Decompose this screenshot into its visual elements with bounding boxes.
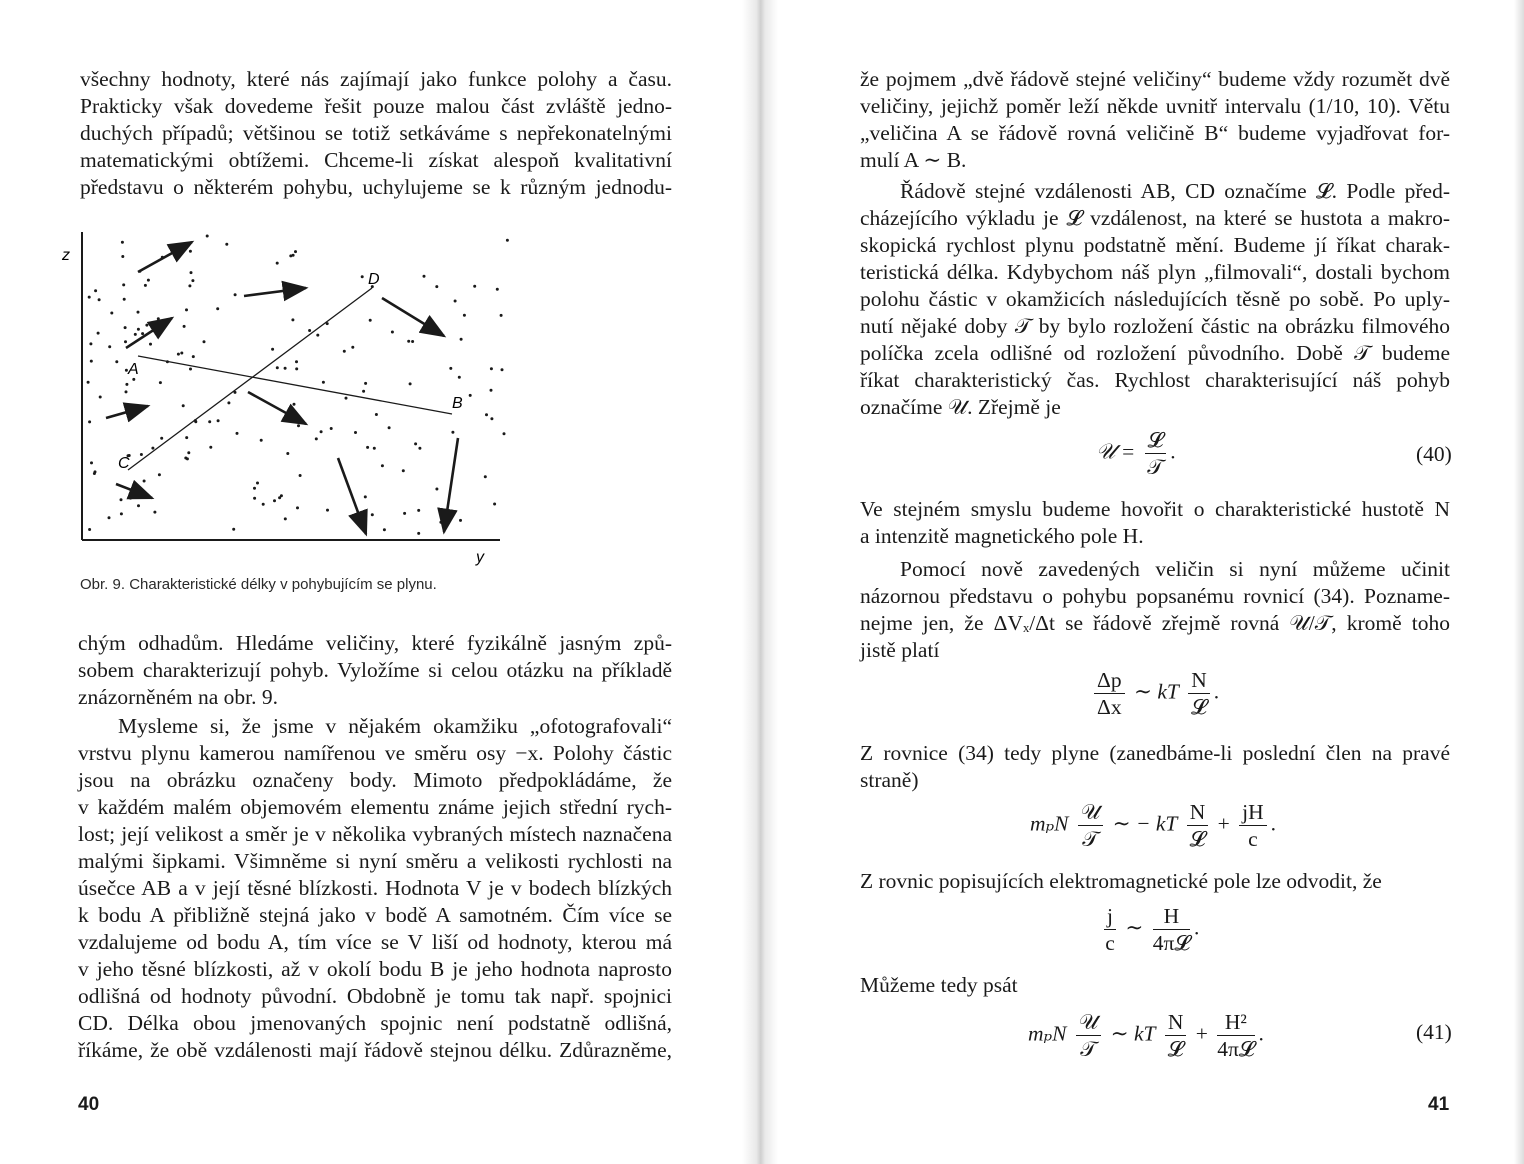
particle-dot	[253, 497, 256, 500]
particle-dot	[271, 348, 274, 351]
particle-dot	[225, 243, 228, 246]
particle-dot	[206, 235, 209, 238]
particle-dot	[209, 446, 212, 449]
page-number: 40	[78, 1094, 100, 1115]
particle-dot	[280, 494, 283, 497]
particle-dot	[490, 389, 493, 392]
particle-dot	[120, 498, 123, 501]
equation-number: (40)	[1416, 442, 1452, 466]
particle-dot	[217, 419, 220, 422]
particle-dot	[141, 332, 144, 335]
particle-dot	[192, 355, 195, 358]
particle-dot	[320, 430, 323, 433]
text-line: veličiny, jejichž poměr leží někde uvnitř intervalu (1/10, 10). Větu	[860, 94, 1450, 118]
text-line: matematickými obtížemi. Chceme-li získat alespoň kvalitativní	[80, 148, 672, 172]
particle-dot	[216, 307, 219, 310]
particle-dot	[157, 317, 160, 320]
particle-dot	[366, 446, 369, 449]
particle-dot	[284, 367, 287, 370]
particle-dot	[411, 340, 414, 343]
particle-dot	[121, 255, 124, 258]
text-line: úsečce AB a v její těsné blízkosti. Hodnota V je v bodech blízkých	[78, 876, 672, 900]
particle-dot	[273, 499, 276, 502]
left-paragraph-mid	[78, 630, 672, 711]
particle-dot	[295, 360, 298, 363]
particle-dot	[97, 332, 100, 335]
text-line: duchých případů; většinou se totiž setkáváme s nepřekonatelnými	[80, 121, 672, 145]
particle-dot	[383, 528, 386, 531]
particle-dot	[236, 432, 239, 435]
text-line: říkáme, že obě vzdálenosti mají řádově stejnou délku. Zdůrazněme,	[78, 1038, 672, 1062]
particle-dot	[364, 382, 367, 385]
particle-dot	[402, 469, 405, 472]
particle-dot	[140, 453, 143, 456]
text-line: představu o některém pohybu, uchylujeme se k různým jednodu-	[80, 175, 672, 199]
particle-dot	[354, 431, 357, 434]
particle-dot	[284, 517, 287, 520]
particle-dot	[151, 447, 154, 450]
text-line: „veličina A se řádově rovná veličině B“ budeme vyjadřovat for-	[860, 121, 1450, 145]
text-line: vzdalujeme od bodu A, tím více se V liší od hodnoty, kterou má	[78, 930, 672, 954]
particle-dot	[375, 413, 378, 416]
particle-dot	[88, 420, 91, 423]
right-page	[778, 0, 1514, 1164]
particle-dot	[485, 413, 488, 416]
particle-dot	[132, 378, 135, 381]
particle-dot	[147, 279, 150, 282]
particle-dot	[407, 340, 410, 343]
particle-dot	[189, 250, 192, 253]
particle-dot	[203, 340, 206, 343]
particle-dot	[316, 334, 319, 337]
left-paragraph-bottom	[78, 713, 672, 1064]
velocity-arrow	[116, 484, 152, 498]
text-line: v jeho těsné blízkosti, až v okolí bodu B je jeho hodnota naprosto	[78, 957, 672, 981]
right-paragraph-7	[860, 972, 1450, 999]
particle-dot	[469, 394, 472, 397]
page-edge	[1514, 0, 1524, 1164]
particle-dot	[208, 420, 211, 423]
particle-dot	[439, 521, 442, 524]
velocity-arrow	[244, 288, 306, 296]
equation-number: (41)	[1416, 1020, 1452, 1044]
particle-dot	[90, 461, 93, 464]
particle-dot	[381, 464, 384, 467]
particle-dot	[417, 532, 420, 535]
particle-dot	[256, 482, 259, 485]
particle-dot	[326, 509, 329, 512]
equation-lhs: 𝒰 =	[1096, 439, 1136, 464]
particle-dot	[418, 447, 421, 450]
right-paragraph-5	[860, 740, 1450, 794]
right-paragraph-3	[860, 496, 1450, 550]
particle-dot	[295, 367, 298, 370]
text-line: teristická délka. Kdybychom náš plyn „filmovali“, dostali bychom	[860, 260, 1450, 284]
velocity-arrow	[444, 438, 458, 532]
text-line: Z rovnice (34) tedy plyne (zanedbáme-li poslední člen na pravé	[860, 741, 1450, 765]
equation-pressure: $\frac{\Delta p}{\Delta x}$ ∼ kT $\frac{N}{\text{𝓛}}$ .	[1090, 668, 1219, 719]
particle-dot	[322, 381, 325, 384]
particle-dot	[120, 512, 123, 515]
particle-dot	[137, 311, 140, 314]
equation-40: 𝒰 = $\frac{\text{𝓛}}{\text{𝒯}}$ .	[1096, 428, 1176, 479]
equation-momentum: mₚN $\frac{\text{𝒰}}{\text{𝒯}}$ ∼ − kT $\frac{N}{\text{𝓛}}$ + $\frac{jH}{c}$ .	[1030, 800, 1277, 851]
particle-dot	[315, 437, 318, 440]
particle-dot	[188, 284, 191, 287]
particle-dot	[158, 473, 161, 476]
point-d-label: D	[368, 271, 380, 288]
particle-dot	[308, 329, 311, 332]
particle-dot	[137, 504, 140, 507]
particle-dot	[137, 328, 140, 331]
particle-dot	[435, 488, 438, 491]
text-line: že pojmem „dvě řádově stejné veličiny“ budeme vždy rozumět dvě	[860, 67, 1450, 91]
particle-dot	[459, 519, 462, 522]
particle-dot	[185, 436, 188, 439]
right-paragraph-4	[860, 556, 1450, 664]
point-a-label: A	[128, 361, 139, 378]
particle-dot	[121, 241, 124, 244]
velocity-arrow	[126, 318, 172, 348]
particle-dot	[423, 275, 426, 278]
text-line: vrstvu plynu kamerou namířenou ve směru osy −x. Polohy částic	[78, 741, 672, 765]
equation-41: mₚN $\frac{\text{𝒰}}{\text{𝒯}}$ ∼ kT $\frac{N}{\text{𝓛}}$ + $\frac{\text{H²}}{\text{4π𝓛}}$ .	[1028, 1010, 1264, 1061]
page-number: 41	[1428, 1094, 1450, 1115]
text-line: Z rovnic popisujících elektromagnetické pole lze odvodit, že	[860, 869, 1382, 893]
particle-dot	[403, 512, 406, 515]
particle-dot	[260, 439, 263, 442]
particle-dot	[296, 506, 299, 509]
particle-dot	[90, 360, 93, 363]
particle-dot	[134, 333, 137, 336]
particle-dot	[159, 381, 162, 384]
particle-dot	[409, 382, 412, 385]
particle-dot	[144, 284, 147, 287]
fraction: $\frac{\text{𝓛}}{\text{𝒯}}$	[1145, 428, 1167, 479]
particle-dot	[435, 285, 438, 288]
particle-dot	[361, 275, 364, 278]
particle-dot	[297, 424, 300, 427]
text-line: sobem charakterizují pohyb. Vyložíme si celou otázku na příkladě	[78, 658, 672, 682]
particle-dot	[291, 318, 294, 321]
text-line: odlišná od hodnoty původní. Obdobně je tomu tak např. spojnici	[78, 984, 672, 1008]
particle-dot	[293, 403, 296, 406]
segment-cd	[128, 288, 372, 470]
particle-dot	[189, 368, 192, 371]
particle-dot	[149, 343, 152, 346]
particle-dot	[143, 480, 146, 483]
text-line: znázorněném na obr. 9.	[78, 685, 278, 709]
particle-dot	[122, 283, 125, 286]
particle-dot	[371, 513, 374, 516]
particle-dot	[484, 475, 487, 478]
text-line: v každém malém objemovém elementu známe jejich střední rych-	[78, 795, 672, 819]
particle-dot	[234, 293, 237, 296]
particle-dot	[108, 516, 111, 519]
particle-dot	[125, 383, 128, 386]
particle-dot	[115, 360, 118, 363]
book-gutter	[742, 0, 778, 1164]
particle-dot	[299, 474, 302, 477]
particle-dot	[451, 431, 454, 434]
particle-dot	[185, 308, 188, 311]
particle-dot	[183, 325, 186, 328]
text-line: Můžeme tedy psát	[860, 973, 1018, 997]
figure-characteristic-lengths	[60, 222, 520, 572]
particle-dot	[87, 381, 90, 384]
particle-dot	[125, 390, 128, 393]
right-paragraph-1	[860, 66, 1450, 174]
text-line: políčka zcela odlišné od rozložení původního. Době 𝒯 budeme	[860, 341, 1450, 365]
particle-dot	[289, 254, 292, 257]
particle-dot	[369, 319, 372, 322]
particle-dot	[187, 451, 190, 454]
particle-dot	[364, 495, 367, 498]
text-line: malými šipkami. Všimněme si nyní směru a velikosti rychlosti na	[78, 849, 672, 873]
particle-dot	[345, 397, 348, 400]
particle-dot	[503, 432, 506, 435]
particle-dot	[351, 346, 354, 349]
right-paragraph-2	[860, 178, 1450, 421]
text-line: Řádově stejné vzdálenosti AB, CD označíme 𝓛. Podle před-	[900, 179, 1450, 203]
z-axis-label: z	[62, 247, 70, 264]
text-line: a intenzitě magnetického pole H.	[860, 524, 1144, 548]
text-line: straně)	[860, 768, 919, 792]
particle-dot	[262, 503, 265, 506]
particle-dot	[294, 250, 297, 253]
particle-dot	[417, 509, 420, 512]
particle-dot	[493, 503, 496, 506]
text-line: nejme jen, že ΔVₓ/Δt se řádově zřejmě rovná 𝒰/𝒯, kromě toho	[860, 611, 1450, 635]
text-line: názornou představu o pohybu popsanému rovnicí (34). Pozname-	[860, 584, 1450, 608]
particle-dot	[500, 314, 503, 317]
particle-dot	[286, 452, 289, 455]
particle-dot	[373, 447, 376, 450]
text-line: Ve stejném smyslu budeme hovořit o charakteristické hustotě N	[860, 497, 1450, 521]
particle-dot	[276, 262, 279, 265]
particle-dot	[88, 528, 91, 531]
text-line: polohu částic v okamžicích následujících těsně po sobě. Po uply-	[860, 287, 1450, 311]
particle-dot	[276, 366, 279, 369]
particle-dot	[160, 437, 163, 440]
particle-dot	[490, 367, 493, 370]
velocity-arrow	[382, 298, 444, 336]
particle-dot	[490, 417, 493, 420]
particle-dot	[94, 289, 97, 292]
text-line: cházejícího výkladu je 𝓛 vzdálenost, na které se hustota a makro-	[860, 206, 1450, 230]
text-line: všechny hodnoty, které nás zajímají jako funkce polohy a času.	[80, 67, 672, 91]
particle-dot	[145, 324, 148, 327]
particle-dot	[449, 367, 452, 370]
particle-dot	[99, 396, 102, 399]
text-line: Pomocí nově zavedených veličin si nyní můžeme učinit	[900, 557, 1450, 581]
particle-dot	[110, 312, 113, 315]
particle-dot	[88, 296, 91, 299]
text-line: Mysleme si, že jsme v nějakém okamžiku „ofotografovali“	[118, 714, 672, 738]
particle-dot	[129, 497, 132, 500]
particle-dot	[93, 472, 96, 475]
particle-dot	[191, 279, 194, 282]
figure-caption: Obr. 9. Charakteristické délky v pohybujícím se plynu.	[80, 576, 437, 593]
particle-dot	[506, 239, 509, 242]
particle-dot	[123, 298, 126, 301]
text-line: jsou na obrázku označeny body. Mimoto předpokládáme, že	[78, 768, 672, 792]
particle-dot	[98, 298, 101, 301]
text-line: jistě platí	[860, 638, 940, 662]
point-b-label: B	[452, 395, 463, 412]
particle-dot	[460, 338, 463, 341]
right-paragraph-6	[860, 868, 1450, 895]
particle-dot	[463, 314, 466, 317]
left-page	[0, 0, 742, 1164]
particle-dot	[182, 404, 185, 407]
text-line: označíme 𝒰. Zřejmě je	[860, 395, 1061, 419]
particle-dot	[343, 350, 346, 353]
left-paragraph-top	[80, 66, 672, 201]
particle-dot	[388, 426, 391, 429]
particle-dot	[89, 342, 92, 345]
particle-dot	[458, 376, 461, 379]
text-line: lost; její velikost a směr je v několika vybraných místech naznačena	[78, 822, 672, 846]
particle-dot	[180, 352, 183, 355]
particle-dots	[87, 235, 509, 535]
particle-dot	[184, 457, 187, 460]
velocity-arrow	[138, 242, 192, 272]
particle-dot	[330, 427, 333, 430]
particle-dot	[232, 528, 235, 531]
text-line: k bodu A přibližně stejná jako v bodě A samotném. Čím více se	[78, 903, 672, 927]
particle-dot	[190, 271, 193, 274]
particle-dot	[362, 390, 365, 393]
velocity-arrow	[248, 392, 306, 424]
particle-dot	[227, 401, 230, 404]
particle-dot	[153, 511, 156, 514]
particle-dot	[454, 300, 457, 303]
particle-dot	[473, 285, 476, 288]
equation-current: $\frac{j}{c}$ ∼ $\frac{H}{\text{4π𝓛}}$ .	[1105, 904, 1200, 955]
velocity-arrow	[338, 458, 366, 534]
particle-dot	[253, 487, 256, 490]
point-c-label: C	[118, 455, 130, 472]
text-line: chým odhadům. Hledáme veličiny, které fyzikálně jasným způ-	[78, 631, 672, 655]
particle-dot	[177, 353, 180, 356]
particle-dot	[501, 368, 504, 371]
particle-dot	[414, 442, 417, 445]
text-line: mulí A ∼ B.	[860, 148, 967, 172]
particle-dot	[124, 326, 127, 329]
particle-dot	[124, 340, 127, 343]
text-line: skopická rychlost plynu podstatně mění. Budeme jí říkat charak-	[860, 233, 1450, 257]
velocity-arrow	[106, 406, 148, 418]
text-line: nutí nějaké doby 𝒯 by bylo rozložení částic na obrázku filmového	[860, 314, 1450, 338]
text-line: CD. Délka obou jmenovaných spojnic není podstatně odlišná,	[78, 1011, 672, 1035]
particle-dot	[391, 331, 394, 334]
text-line: říkat charakteristický čas. Rychlost charakterisující náš pohyb	[860, 368, 1450, 392]
text-line: Prakticky však dovedeme řešit pouze malou část zvláště jedno-	[80, 94, 672, 118]
particle-dot	[108, 345, 111, 348]
particle-dot	[496, 288, 499, 291]
y-axis-label: y	[476, 549, 484, 566]
